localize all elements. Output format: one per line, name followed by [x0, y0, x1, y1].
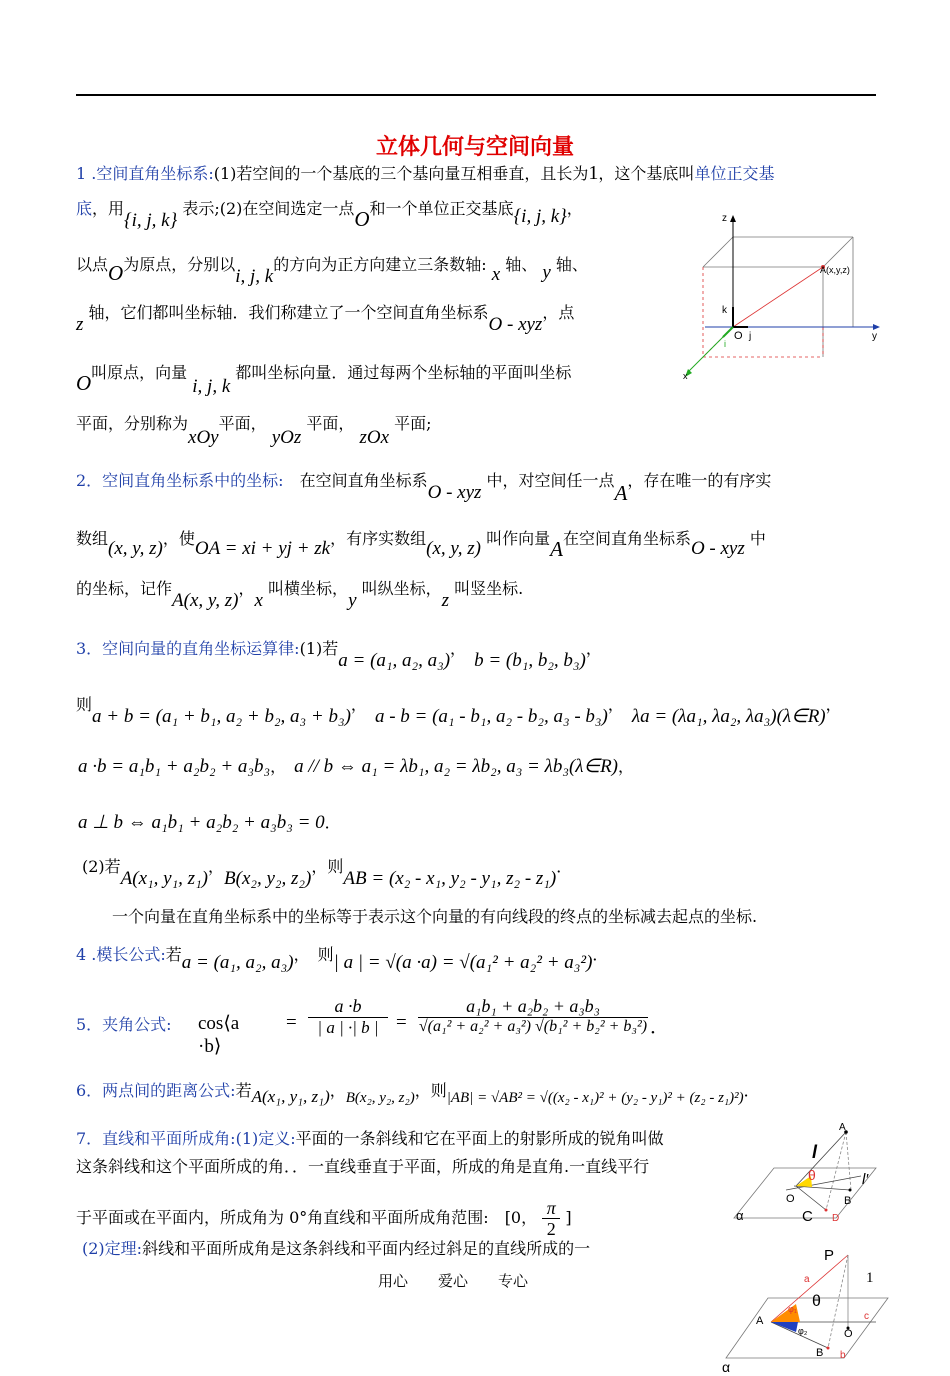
line-plane-angle-figure — [726, 1118, 886, 1228]
svg-text:O: O — [734, 330, 743, 342]
svg-text:l′: l′ — [862, 1171, 869, 1188]
svg-text:z: z — [722, 213, 727, 224]
s3-line4: a ⊥ b ⇔ a₁b₁ + a₂b₂ + a₃b₃ = 0． — [78, 812, 341, 833]
s1-line2: 底，用{i, j, k} 表示;(2)在空间选定一点O和一个单位正交基底{i, j, k}， — [76, 199, 583, 231]
svg-text:l: l — [812, 1142, 818, 1162]
svg-text:b: b — [840, 1350, 846, 1361]
svg-text:O: O — [786, 1193, 795, 1205]
svg-text:a: a — [804, 1274, 810, 1285]
svg-text:i: i — [724, 339, 726, 349]
s1-line6: 平面，分别称为xOy平面， yOz 平面， zOx 平面; — [76, 414, 432, 448]
s7-line1: 7．直线和平面所成角:(1)定义:平面的一条斜线和它在平面上的射影所成的锐角叫做 — [76, 1129, 664, 1148]
svg-text:x: x — [683, 371, 688, 381]
s1-line4: z 轴，它们都叫坐标轴．我们称建立了一个空间直角坐标系O - xyz，点 — [76, 303, 575, 335]
s5-heading: 5．夹角公式: — [76, 1015, 172, 1034]
s3-line2: 则a + b = (a₁ + b₁, a₂ + b₂, a₃ + b₃)， a - b = (a₁ - b₁, a₂ - b₂, a₃ - b₃)， λa = (λa₁, λa₂, λa₃)(λ∈R)， — [76, 695, 842, 727]
theorem-angle-figure — [716, 1240, 892, 1376]
svg-text:D: D — [832, 1213, 840, 1224]
svg-text:k: k — [722, 305, 727, 316]
svg-text:A(x,y,z): A(x,y,z) — [820, 265, 850, 275]
s2-line1: 2．空间直角坐标系中的坐标: 在空间直角坐标系O - xyz 中，对空间任一点A，存在唯一的有序实 — [76, 471, 772, 505]
s4-heading: 4 .模长公式: — [76, 945, 166, 964]
s7-line2: 这条斜线和这个平面所成的角．．一直线垂直于平面，所成的角是直角.一直线平行 — [76, 1157, 650, 1176]
s7-line3: 于平面或在平面内，所成角为 0°角直线和平面所成角范围: [0， $\frac{\pi}{2}$ ] — [76, 1198, 572, 1239]
s5-line — [76, 1014, 172, 1036]
svg-text:P: P — [824, 1247, 835, 1264]
page-title: 立体几何与空间向量 — [375, 135, 574, 160]
page-number: 1 — [866, 1270, 874, 1286]
svg-text:θ: θ — [812, 1293, 821, 1310]
svg-text:A: A — [756, 1315, 764, 1327]
s1-line5: O叫原点，向量 i, j, k 都叫坐标向量．通过每两个坐标轴的平面叫坐标 — [76, 363, 572, 397]
s7-line4: (2)定理:斜线和平面所成角是这条斜线和平面内经过斜足的直线所成的一 — [82, 1239, 591, 1258]
header-rule — [76, 94, 876, 96]
s3-line1: 3．空间向量的直角坐标运算律:(1)若a = (a₁, a₂, a₃)， b = (b₁, b₂, b₃)， — [76, 639, 602, 671]
s3-line5: (2)若A(x₁, y₁, z₁)，B(x₂, y₂, z₂)，则AB = (x₂ - x₁, y₂ - y₁, z₂ - z₁)． — [82, 857, 573, 889]
s2-line3: 的坐标，记作A(x, y, z)，x 叫横坐标，y 叫纵坐标，z 叫竖坐标. — [76, 579, 524, 611]
s6-heading: 6．两点间的距离公式: — [76, 1081, 236, 1100]
svg-text:C: C — [802, 1208, 813, 1225]
svg-text:φ₂: φ₂ — [798, 1326, 808, 1336]
s1-line3: 以点O为原点，分别以i, j, k的方向为正方向建立三条数轴: x 轴、 y 轴、 — [76, 255, 588, 287]
svg-text:θ: θ — [808, 1167, 816, 1183]
footer-motto: 用心 爱心 专心 — [378, 1272, 529, 1290]
svg-text:φ₁: φ₁ — [788, 1304, 797, 1314]
svg-text:α: α — [736, 1208, 744, 1223]
s2-heading: 2．空间直角坐标系中的坐标: — [76, 471, 284, 490]
svg-text:O: O — [844, 1328, 853, 1340]
svg-text:j: j — [749, 331, 752, 342]
oa-vector — [733, 267, 823, 327]
svg-text:c: c — [864, 1311, 869, 1322]
s1-heading: 1 .空间直角坐标系: — [76, 164, 214, 183]
s6-line: 6．两点间的距离公式:若A(x₁, y₁, z₁)，B(x₂, y₂, z₂)，则|AB| = √AB² = √((x₂ - x₁)² + (y₂ - y₁)² + (z₂ - z₁)²)． — [76, 1081, 760, 1106]
s3-heading: 3．空间向量的直角坐标运算律: — [76, 639, 300, 658]
svg-text:A: A — [839, 1122, 846, 1133]
s3-note: 一个向量在直角坐标系中的坐标等于表示这个向量的有向线段的终点的坐标减去起点的坐标. — [112, 907, 758, 926]
svg-text:B: B — [844, 1195, 852, 1207]
s4-line: 4 .模长公式:若a = (a₁, a₂, a₃)， 则| a | = √(a ·a) = √(a₁² + a₂² + a₃²)． — [76, 945, 609, 973]
coordinate-system-figure — [680, 205, 890, 385]
svg-text:B: B — [816, 1347, 824, 1359]
svg-text:α: α — [722, 1359, 731, 1375]
svg-text:y: y — [872, 331, 877, 342]
s2-line2: 数组(x, y, z)，使OA = xi + yj + zk，有序实数组(x, y, z) 叫作向量A在空间直角坐标系O - xyz 中 — [76, 529, 766, 561]
s1-line1: 1 .空间直角坐标系:(1)若空间的一个基底的三个基向量互相垂直，且长为1，这个基底叫单位正交基 — [76, 162, 775, 184]
s7-heading: 7．直线和平面所成角: — [76, 1129, 236, 1148]
s3-line3: a ·b = a₁b₁ + a₂b₂ + a₃b₃， a // b ⇔ a₁ = λb₁, a₂ = λb₂, a₃ = λb₃(λ∈R)， — [78, 756, 635, 777]
